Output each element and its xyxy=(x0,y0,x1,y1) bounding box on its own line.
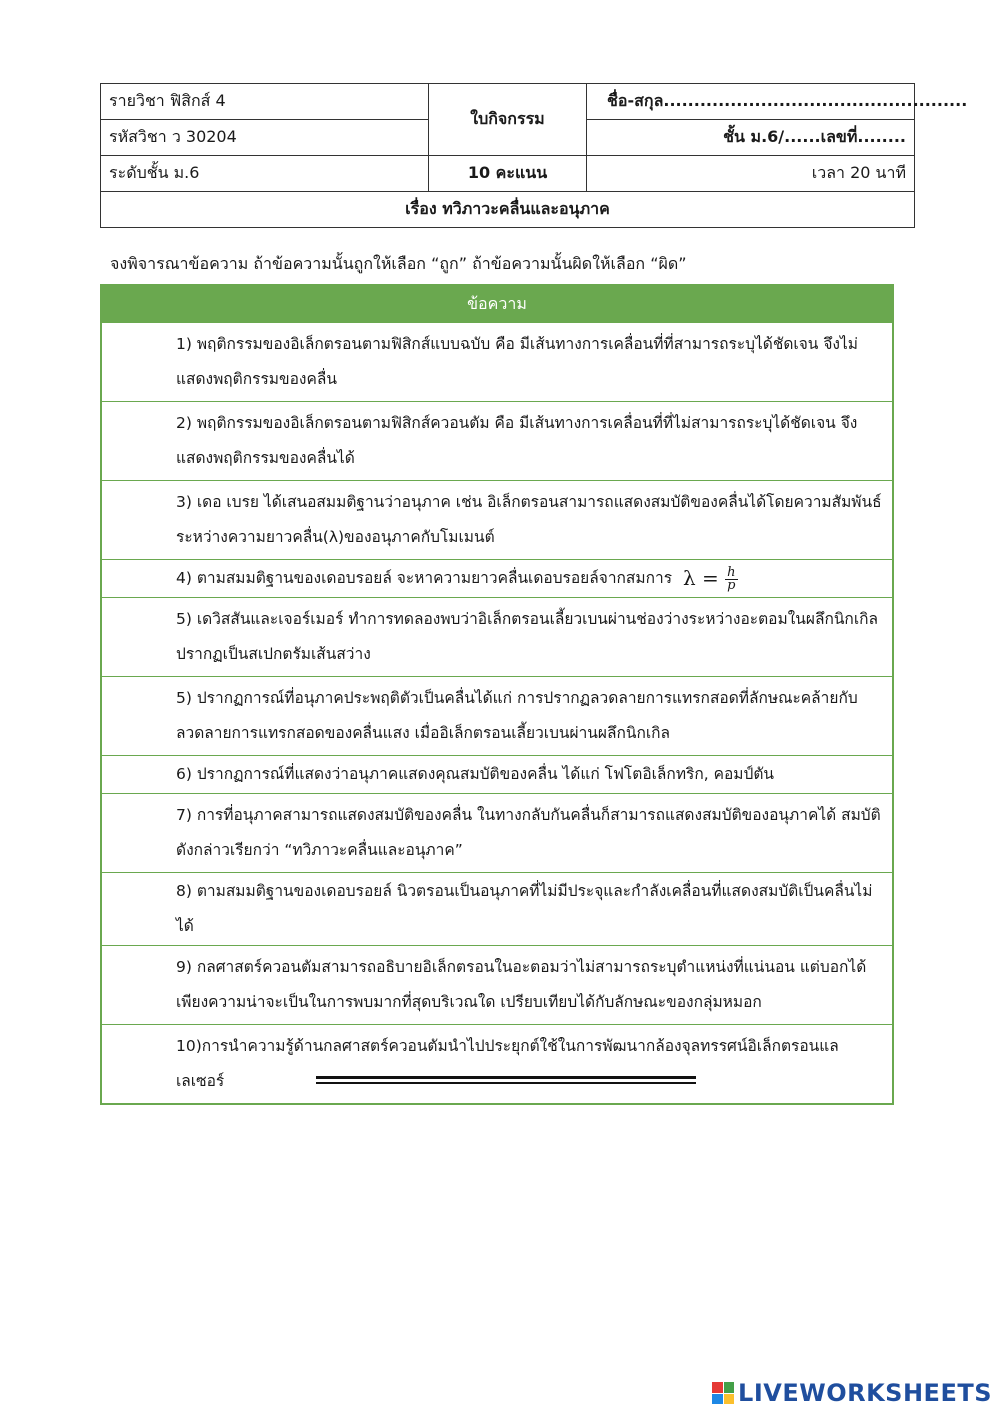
statement-row-formula xyxy=(102,559,892,597)
topic-title: เรื่อง ทวิภาวะคลื่นและอนุภาค xyxy=(101,192,915,228)
formula-fraction xyxy=(725,567,737,592)
class-number-field[interactable]: ชั้น ม.6/......เลขที่........ xyxy=(587,120,915,156)
subject-code-cell: รหัสวิชา ว 30204 xyxy=(101,120,429,156)
formula-lhs: λ = xyxy=(682,566,719,590)
instruction-text: จงพิจารณาข้อความ ถ้าข้อความนั้นถูกให้เลือก “ถูก” ถ้าข้อความนั้นผิดให้เลือก “ผิด” xyxy=(110,254,687,273)
formula-denominator: p xyxy=(727,578,736,593)
name-field[interactable]: ชื่อ-สกุล.................................................. xyxy=(587,84,915,120)
liveworksheets-logo-icon xyxy=(712,1382,734,1404)
time-cell: เวลา 20 นาที xyxy=(587,156,915,192)
statement-table-heading: ข้อความ xyxy=(102,286,892,322)
subject-cell: รายวิชา ฟิสิกส์ 4 xyxy=(101,84,429,120)
statement-row: 6) ปรากฏการณ์ที่แสดงว่าอนุภาคแสดงคุณสมบัติของคลื่น ได้แก่ โฟโตอิเล็กทริก, คอมป์ตัน xyxy=(102,755,892,793)
header-table xyxy=(100,83,968,228)
section-divider xyxy=(316,1076,696,1084)
statement-row: 2) พฤติกรรมของอิเล็กตรอนตามฟิสิกส์ควอนตัม คือ มีเส้นทางการเคลื่อนที่ที่ไม่สามารถระบุได้ชัดเจน จึงแสดงพฤติกรรมของคลื่นได้ xyxy=(102,401,892,480)
score-cell: 10 คะแนน xyxy=(429,156,587,192)
statement-table xyxy=(100,284,894,1105)
statement-row: 1) พฤติกรรมของอิเล็กตรอนตามฟิสิกส์แบบฉบับ คือ มีเส้นทางการเคลื่อนที่ที่สามารถระบุได้ชัดเจน จึงไม่แสดงพฤติกรรมของคลื่น xyxy=(102,322,892,401)
statement-row: 3) เดอ เบรย ได้เสนอสมมติฐานว่าอนุภาค เช่น อิเล็กตรอนสามารถแสดงสมบัติของคลื่นได้โดยความสัมพันธ์ระหว่างความยาวคลื่น(λ)ของอนุภาคกับโมเมนต์ xyxy=(102,480,892,559)
statement-row: 9) กลศาสตร์ควอนตัมสามารถอธิบายอิเล็กตรอนในอะตอมว่าไม่สามารถระบุตำแหน่งที่แน่นอน แต่บอกได้เพียงความน่าจะเป็นในการพบมากที่สุดบริเวณใด เปรียบเทียบได้กับลักษณะของกลุ่มหมอก xyxy=(102,945,892,1024)
statement-row: 7) การที่อนุภาคสามารถแสดงสมบัติของคลื่น ในทางกลับกันคลื่นก็สามารถแสดงสมบัติของอนุภาคได้ สมบัติดังกล่าวเรียกว่า “ทวิภาวะคลื่นและอนุภาค” xyxy=(102,793,892,872)
de-broglie-formula xyxy=(683,561,738,596)
worksheet-label: ใบกิจกรรม xyxy=(429,84,587,156)
statement-row: 10)การนำความรู้ด้านกลศาสตร์ควอนตัมนำไปประยุกต์ใช้ในการพัฒนากล้องจุลทรรศน์อิเล็กตรอนแลเลเซอร์ xyxy=(102,1024,892,1103)
statement-row: 5) เดวิสสันและเจอร์เมอร์ ทำการทดลองพบว่าอิเล็กตรอนเลี้ยวเบนผ่านช่องว่างระหว่างอะตอมในผลึกนิกเกิล ปรากฏเป็นสเปกตรัมเส้นสว่าง xyxy=(102,597,892,676)
liveworksheets-brand xyxy=(712,1379,992,1407)
level-cell: ระดับชั้น ม.6 xyxy=(101,156,429,192)
statement-text: 4) ตามสมมติฐานของเดอบรอยล์ จะหาความยาวคลื่นเดอบรอยล์จากสมการ xyxy=(176,569,673,587)
formula-numerator: h xyxy=(727,565,736,580)
statement-row: 5) ปรากฏการณ์ที่อนุภาคประพฤติตัวเป็นคลื่นได้แก่ การปรากฏลวดลายการแทรกสอดที่ลักษณะคล้ายกับลวดลายการแทรกสอดของคลื่นแสง เมื่ออิเล็กตรอนเลี้ยวเบนผ่านผลึกนิกเกิล xyxy=(102,676,892,755)
liveworksheets-wordmark: LIVEWORKSHEETS xyxy=(738,1379,992,1407)
statement-row: 8) ตามสมมติฐานของเดอบรอยล์ นิวตรอนเป็นอนุภาคที่ไม่มีประจุและกำลังเคลื่อนที่แสดงสมบัติเป็นคลื่นไม่ได้ xyxy=(102,872,892,945)
